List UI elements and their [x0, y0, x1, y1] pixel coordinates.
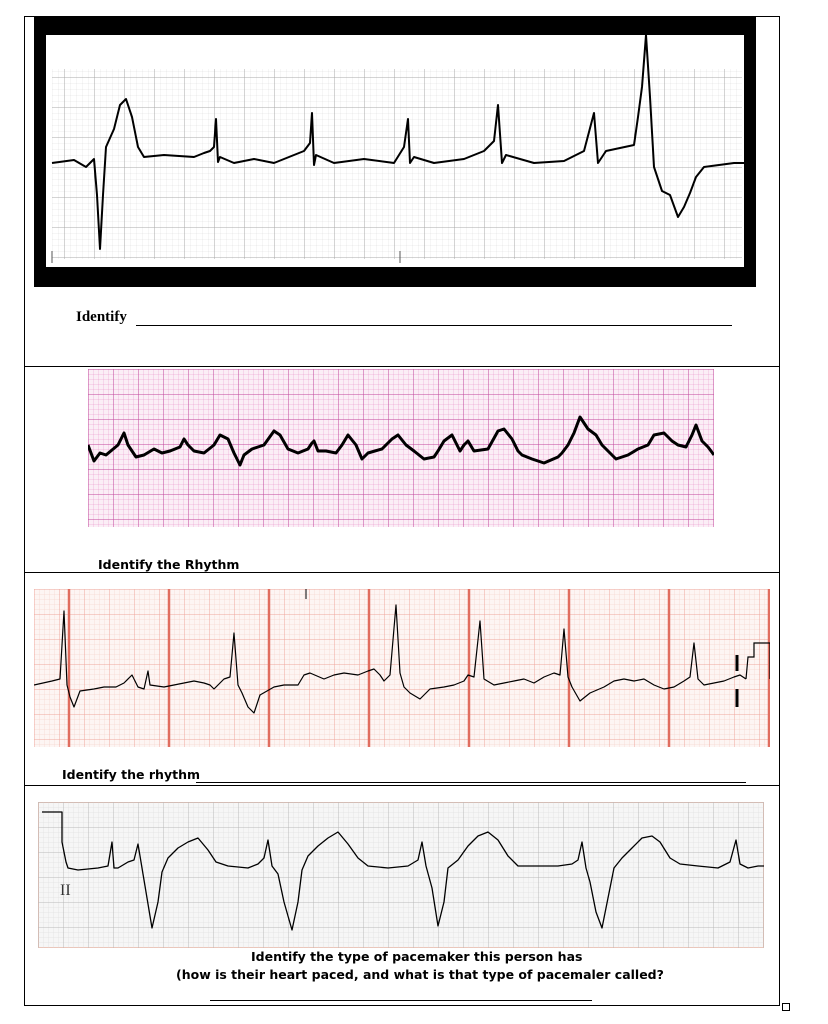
question-4 — [24, 786, 780, 1006]
answer-line-3[interactable] — [196, 767, 746, 783]
ecg-strip-1 — [34, 17, 756, 287]
ecg-strip-2-svg — [88, 369, 714, 527]
identify-label-3: Identify the rhythm — [62, 767, 200, 782]
ecg-strip-2 — [88, 369, 714, 527]
ecg-strip-4-svg — [38, 802, 764, 948]
ecg-strip-3-svg — [34, 589, 770, 747]
question-2 — [24, 367, 780, 573]
answer-line-1[interactable] — [136, 309, 732, 326]
lead-label: II — [60, 882, 71, 899]
question-3 — [24, 573, 780, 786]
ecg-strip-4 — [38, 802, 764, 948]
identify-label-2: Identify the Rhythm — [98, 557, 240, 572]
answer-line-4[interactable] — [210, 986, 592, 1001]
corner-checkbox[interactable] — [782, 1003, 790, 1011]
answer-line-2[interactable] — [230, 557, 708, 573]
identify-label-4-line1: Identify the type of pacemaker this person has — [251, 949, 583, 964]
identify-label-1: Identify — [76, 309, 127, 325]
ecg-strip-3 — [34, 589, 770, 747]
ecg-strip-1-svg — [34, 17, 756, 287]
identify-label-4-line2: (how is their heart paced, and what is that type of pacemaler called? — [176, 967, 664, 982]
question-1 — [24, 16, 780, 367]
